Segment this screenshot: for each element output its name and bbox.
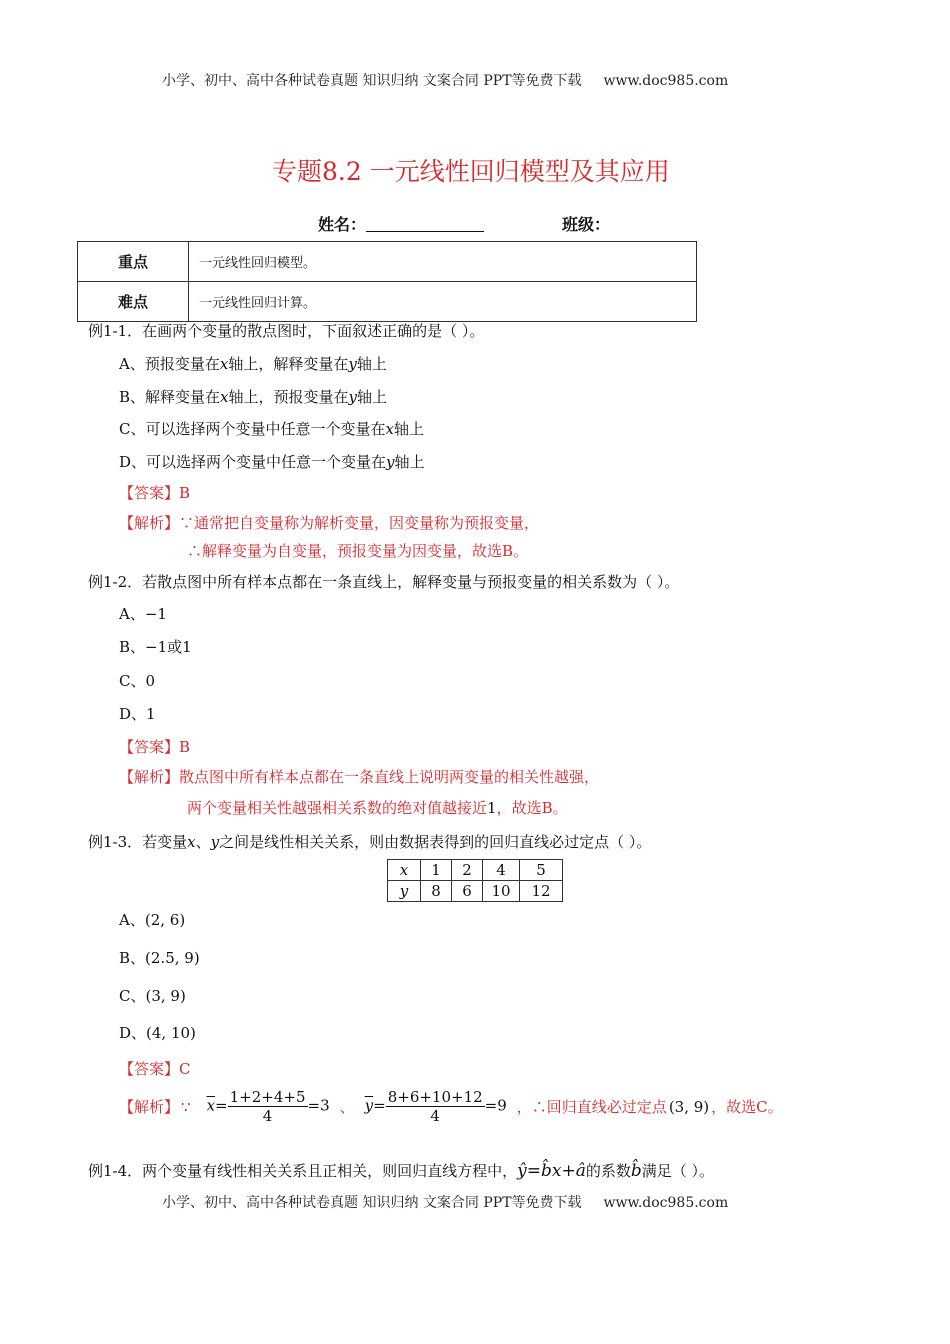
page-footer [162, 1192, 728, 1212]
difficulty-label: 难点 [78, 282, 189, 322]
key-point-label: 重点 [78, 242, 189, 282]
table-cell: y [388, 881, 421, 902]
table-cell: 8 [421, 881, 452, 902]
data-table [387, 859, 563, 902]
footer-site-link[interactable]: www.doc985.com [603, 1195, 729, 1211]
table-cell: x [388, 860, 421, 881]
q1-stem: 例1-1．在画两个变量的散点图时，下面叙述正确的是（ ）。 [88, 322, 485, 340]
q2-analysis: 【解析】散点图中所有样本点都在一条直线上说明两变量的相关性越强， [119, 768, 600, 786]
table-row [388, 860, 563, 881]
q2-stem: 例1-2．若散点图中所有样本点都在一条直线上，解释变量与预报变量的相关系数为（ ）。 [88, 573, 680, 591]
q1-analysis-line2: ∴解释变量为自变量，预报变量为因变量，故选B。 [187, 542, 529, 560]
regression-formula: ŷ=b̂x+â [517, 1161, 586, 1181]
q3-stem: 例1-3．若变量x、y之间是线性相关关系，则由数据表得到的回归直线必过定点（ ）。 [88, 833, 652, 851]
table-cell: 4 [483, 860, 520, 881]
q2-option-a: A、−1 [119, 605, 167, 623]
table-cell: 2 [452, 860, 483, 881]
q1-option-b: B、解释变量在x轴上，预报变量在y轴上 [119, 388, 388, 406]
page-title: 专题8.2 一元线性回归模型及其应用 [272, 157, 670, 186]
q1-answer: 【答案】B [119, 484, 191, 502]
q1-analysis: 【解析】∵通常把自变量称为解析变量，因变量称为预报变量， [119, 514, 540, 532]
table-cell: 1 [421, 860, 452, 881]
q1-option-c: C、可以选择两个变量中任意一个变量在x轴上 [119, 420, 424, 438]
q1-option-a: A、预报变量在x轴上，解释变量在y轴上 [119, 355, 387, 373]
q1-option-d: D、可以选择两个变量中任意一个变量在y轴上 [119, 453, 425, 471]
name-row [318, 212, 484, 235]
q3-analysis: 【解析】 ∵ $\overline{x}=$ $\frac{1+2+4+5}{4}$ =3 、 $\overline{y}=$ $\frac{8+6+10+12}{4}$ =9 ，∴回归直线必过定点 (3, 9) ，故选C。 [119, 1088, 783, 1125]
table-cell: 5 [520, 860, 563, 881]
table-cell: 6 [452, 881, 483, 902]
name-blank[interactable] [366, 217, 484, 232]
header-site-link[interactable]: www.doc985.com [603, 73, 729, 89]
q2-option-d: D、1 [119, 705, 156, 723]
q4-stem: 例1-4．两个变量有线性相关关系且正相关，则回归直线方程中，ŷ=b̂x+â的系数b̂满足（ ）。 [88, 1161, 715, 1181]
q2-analysis-line2: 两个变量相关性越强相关系数的绝对值越接近1，故选B。 [187, 799, 568, 817]
q3-option-a: A、(2, 6) [119, 911, 186, 929]
q3-option-d: D、(4, 10) [119, 1024, 196, 1042]
q3-option-c: C、(3, 9) [119, 987, 186, 1005]
q2-option-b: B、−1或1 [119, 638, 192, 656]
page-header [162, 70, 728, 90]
footer-text: 小学、初中、高中各种试卷真题 知识归纳 文案合同 PPT等免费下载 [162, 1195, 582, 1211]
key-points-table [77, 241, 697, 322]
table-cell: 10 [483, 881, 520, 902]
table-row [78, 282, 697, 322]
q2-option-c: C、0 [119, 672, 156, 690]
table-row [388, 881, 563, 902]
key-point-value: 一元线性回归模型。 [189, 242, 697, 282]
x-mean-formula: $\overline{x}=$ $\frac{1+2+4+5}{4}$ =3 [206, 1088, 330, 1125]
y-mean-formula: $\overline{y}=$ $\frac{8+6+10+12}{4}$ =9 [364, 1088, 507, 1125]
table-cell: 12 [520, 881, 563, 902]
header-text: 小学、初中、高中各种试卷真题 知识归纳 文案合同 PPT等免费下载 [162, 73, 582, 89]
table-row [78, 242, 697, 282]
q2-answer: 【答案】B [119, 738, 191, 756]
class-label: 班级： [562, 215, 611, 234]
name-label: 姓名： [318, 215, 367, 234]
difficulty-value: 一元线性回归计算。 [189, 282, 697, 322]
q3-answer: 【答案】C [119, 1060, 191, 1078]
q3-option-b: B、(2.5, 9) [119, 949, 200, 967]
